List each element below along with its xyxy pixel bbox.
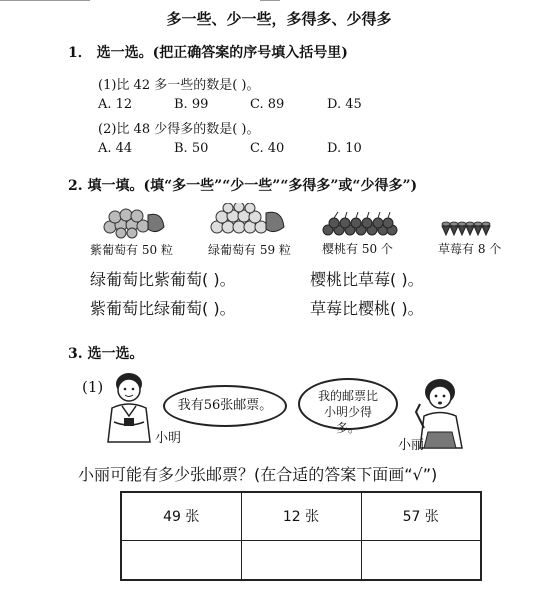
- q2-line2-left: 紫葡萄比绿葡萄( )。: [90, 299, 236, 318]
- q1-p1-option-b[interactable]: B. 99: [174, 97, 209, 112]
- caption-green-grapes: 绿葡萄有 59 粒: [208, 243, 291, 257]
- q1-p1-option-c[interactable]: C. 89: [250, 97, 285, 112]
- answer-49: 49 张: [121, 492, 241, 540]
- q1-p2-option-b[interactable]: B. 50: [174, 141, 209, 156]
- answer-table: [120, 491, 482, 581]
- cherries-illustration: [320, 210, 400, 238]
- top-rule: [0, 0, 90, 1]
- caption-cherries: 樱桃有 50 个: [322, 242, 393, 256]
- q1-p1-option-d[interactable]: D. 45: [327, 97, 362, 112]
- check-cell-57[interactable]: [361, 540, 481, 580]
- name-xiaoming: 小明: [155, 431, 182, 446]
- q1-problem-2: (2)比 48 少得多的数是( )。: [98, 122, 260, 137]
- q3-header: 3. 选一选。: [68, 346, 144, 362]
- answer-12: 12 张: [241, 492, 361, 540]
- speech-text-xiaoming: 我有56张邮票。: [177, 398, 273, 413]
- answer-57: 57 张: [361, 492, 481, 540]
- q2-header: 2. 填一填。(填“多一些”“少一些”“多得多”或“少得多”): [68, 178, 418, 194]
- purple-grapes-illustration: [100, 205, 170, 239]
- q1-p2-option-d[interactable]: D. 10: [327, 141, 362, 156]
- q2-line1-left: 绿葡萄比紫葡萄( )。: [90, 270, 236, 289]
- check-cell-12[interactable]: [241, 540, 361, 580]
- q1-p2-option-c[interactable]: C. 40: [250, 141, 285, 156]
- q2-line2-right: 草莓比樱桃( )。: [310, 299, 424, 318]
- q1-p1-option-a[interactable]: A. 12: [98, 97, 133, 112]
- q2-line1-right: 樱桃比草莓( )。: [310, 270, 424, 289]
- caption-strawberries: 草莓有 8 个: [438, 242, 502, 256]
- boy-xiaoming-illustration: [100, 370, 158, 445]
- q1-p2-option-a[interactable]: A. 44: [98, 141, 133, 156]
- page-title: 多一些、少一些，多得多、少得多: [166, 10, 392, 28]
- top-rule: [260, 0, 280, 1]
- q1-header: 1． 选一选。(把正确答案的序号填入括号里): [68, 45, 348, 61]
- q1-problem-1: (1)比 42 多一些的数是( )。: [98, 78, 260, 93]
- q3-question: 小丽可能有多少张邮票？(在合适的答案下面画“√”): [78, 465, 438, 484]
- check-cell-49[interactable]: [121, 540, 241, 580]
- q3-part-label: (1): [82, 378, 104, 396]
- green-grapes-illustration: [208, 203, 288, 239]
- name-xiaoli: 小丽: [398, 438, 425, 453]
- speech-bubble-xiaoli: [298, 378, 398, 435]
- speech-text-xiaoli: 我的邮票比小明少得多。: [317, 389, 378, 435]
- strawberries-illustration: [440, 218, 492, 238]
- speech-bubble-xiaoming: [163, 385, 287, 427]
- caption-purple-grapes: 紫葡萄有 50 粒: [90, 243, 173, 257]
